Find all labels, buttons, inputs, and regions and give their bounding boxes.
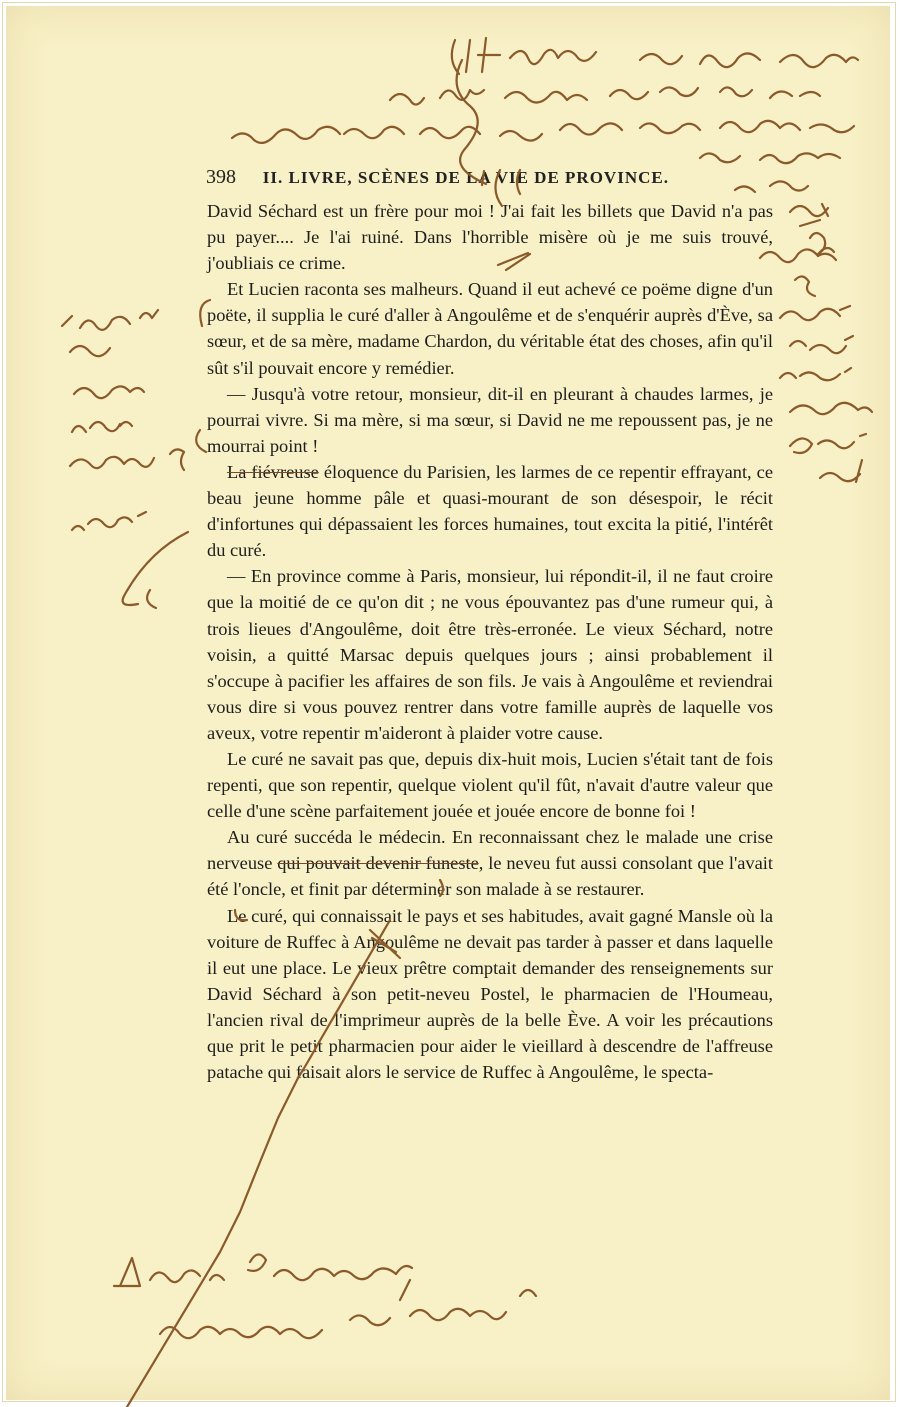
paragraph-7-a: Au curé succéda le médecin. En reconnaissant chez le malade une crise nerveuse <box>207 827 773 874</box>
paragraph-4 <box>207 459 773 563</box>
page-number: 398 <box>206 166 236 188</box>
struck-text: qui pouvait devenir funeste <box>277 853 479 874</box>
header-title: II. LIVRE, SCÈNES DE LA VIE DE PROVINCE. <box>262 168 669 187</box>
paragraph-7-b: , le neveu fut aussi consolant que l'avait été l'oncle, et finit par déterminer son malade à se restaurer. <box>207 853 774 900</box>
paragraph-8: Le curé, qui connaissait le pays et ses habitudes, avait gagné Mansle où la voiture de Ruffec à Angoulême ne devait pas tarder à passer et dans laquelle il eut une place. Le vieux prêtre comptait demander des renseignements sur David Séchard à son petit-neveu Postel, le pharmacien de l'Houmeau, l'ancien rival de l'imprimeur auprès de la belle Ève. A voir les précautions que prit le petit pharmacien pour aider le vieillard à descendre de l'affreuse patache qui faisait alors le service de Ruffec à Angoulême, le specta- <box>207 905 773 1083</box>
paragraph-5: — En province comme à Paris, monsieur, lui répondit-il, il ne faut croire que la moitié de ce qu'on dit ; ne vous épouvantez pas d'une rumeur qui, à trois lieues d'Angoulême, doit être très-erronée. Le vieux Séchard, notre voisin, a quitté Marsac depuis quelques jours ; ainsi probablement il s'occupe à pacifier les affaires de son fils. Je vais à Angoulême et reviendrai vous dire si vous pouvez rentrer dans votre famille auprès de laquelle vos aveux, votre repentir m'aideront à plaider votre cause. <box>207 566 773 743</box>
paragraph-3: — Jusqu'à votre retour, monsieur, dit-il en pleurant à chaudes larmes, je pourrai vivre. Si ma mère, si ma sœur, si David ne me repoussent pas, je ne mourrai point ! <box>207 383 773 456</box>
body-text <box>207 198 773 1085</box>
paragraph-7 <box>207 824 773 902</box>
running-header <box>206 166 776 189</box>
struck-text: La fiévreuse <box>227 461 319 482</box>
paragraph-1: David Séchard est un frère pour moi ! J'ai fait les billets que David n'a pas pu payer.... Je l'ai ruiné. Dans l'horrible misère où je me suis trouvé, j'oubliais ce crime. <box>207 201 773 274</box>
paragraph-4-rest: éloquence du Parisien, les larmes de ce repentir effrayant, ce beau jeune homme pâle et quasi-mourant de son désespoir, le récit d'infortunes qui dépassaient les forces humaines, tout excita la pitié, l'intérêt du curé. <box>207 461 773 561</box>
paragraph-6: Le curé ne savait pas que, depuis dix-huit mois, Lucien s'était tant de fois repenti, que son repentir, quelque violent qu'il fût, n'avait d'autre valeur que celle d'une scène parfaitement jouée et jouée encore de bonne foi ! <box>207 748 773 822</box>
paragraph-2: Et Lucien raconta ses malheurs. Quand il eut achevé ce poëme digne d'un poëte, il supplia le curé d'aller à Angoulême et de s'enquérir auprès d'Ève, sa sœur, et de sa mère, madame Chardon, du véritable état des choses, afin qu'il sût s'il pouvait encore y remédier. <box>207 279 773 378</box>
